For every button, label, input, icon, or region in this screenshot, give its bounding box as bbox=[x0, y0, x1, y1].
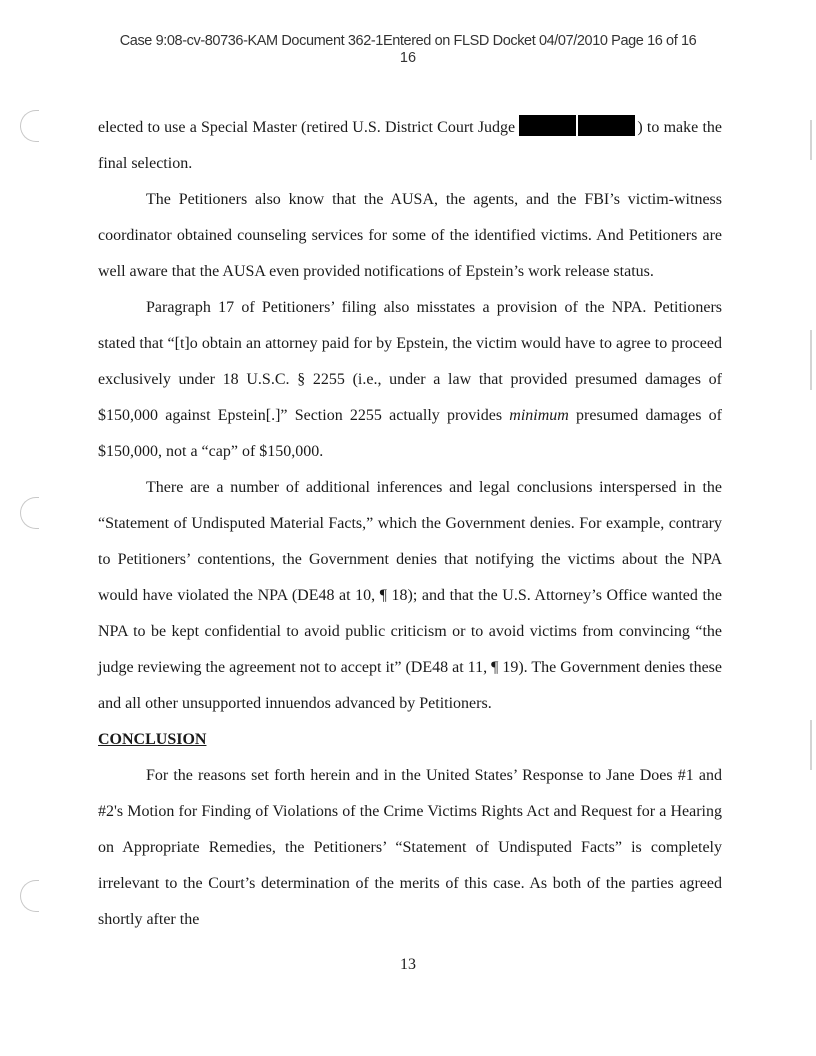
paragraph-text: ) to make the final selection. bbox=[98, 119, 722, 172]
italic-term: minimum bbox=[509, 407, 569, 424]
paragraph-conclusion: For the reasons set forth herein and in the United States’ Response to Jane Does #1 and #2's Motion for Finding of Violations of the Crime Victims Rights Act and Request for a Hearing on Appropriate Remedies, the Petitioners’ “Statement of Undisputed Facts” is completely irrelevant to the Court’s determination of the merits of this case. As both of the parties agreed shortly after the bbox=[98, 767, 722, 928]
stamp-case-line: Case 9:08-cv-80736-KAM Document 362-1Entered on FLSD Docket 04/07/2010 Page 16 of 16 bbox=[119, 33, 697, 49]
paragraph-special-master bbox=[98, 110, 722, 182]
paragraph-counseling-services: The Petitioners also know that the AUSA, the agents, and the FBI’s victim-witness coordinator obtained counseling services for some of the identified victims. And Petitioners are well aware that the AUSA even provided notifications of Epstein’s work release status. bbox=[98, 191, 722, 280]
redaction-block bbox=[519, 115, 576, 136]
paragraph-npa-misstatement bbox=[98, 290, 722, 470]
court-filing-stamp bbox=[0, 33, 816, 67]
document-body bbox=[98, 110, 722, 938]
section-heading-conclusion: CONCLUSION bbox=[98, 731, 207, 748]
redaction-block bbox=[578, 115, 635, 136]
paragraph-government-denies: There are a number of additional inferences and legal conclusions interspersed in the “Statement of Undisputed Material Facts,” which the Government denies. For example, contrary to Petitioners’ contentions, the Government denies that notifying the victims about the NPA would have violated the NPA (DE48 at 10, ¶ 18); and that the U.S. Attorney’s Office wanted the NPA to be kept confidential to avoid public criticism or to avoid victims from convincing “the judge reviewing the agreement not to accept it” (DE48 at 11, ¶ 19). The Government denies these and all other unsupported innuendos advanced by Petitioners. bbox=[98, 479, 722, 712]
punch-hole-mark bbox=[20, 497, 39, 529]
scan-edge-mark bbox=[810, 720, 812, 770]
paragraph-text: presumed damages of $150,000, not a “cap” of $150,000. bbox=[98, 407, 722, 460]
stamp-page-number: 16 bbox=[399, 50, 417, 66]
page-number: 13 bbox=[400, 956, 416, 973]
scan-edge-mark bbox=[810, 330, 812, 390]
punch-hole-mark bbox=[20, 110, 39, 142]
paragraph-text: Paragraph 17 of Petitioners’ filing also misstates a provision of the NPA. Petitioners stated that “[t]o obtain an attorney paid for by Epstein, the victim would have to agree to proceed exclusively under 18 U.S.C. § 2255 (i.e., under a law that provided presumed damages of $150,000 against Epstein[.]” Section 2255 actually provides bbox=[98, 299, 722, 424]
scan-edge-mark bbox=[810, 120, 812, 160]
punch-hole-mark bbox=[20, 880, 39, 912]
paragraph-text: elected to use a Special Master (retired U.S. District Court Judge bbox=[98, 119, 520, 136]
